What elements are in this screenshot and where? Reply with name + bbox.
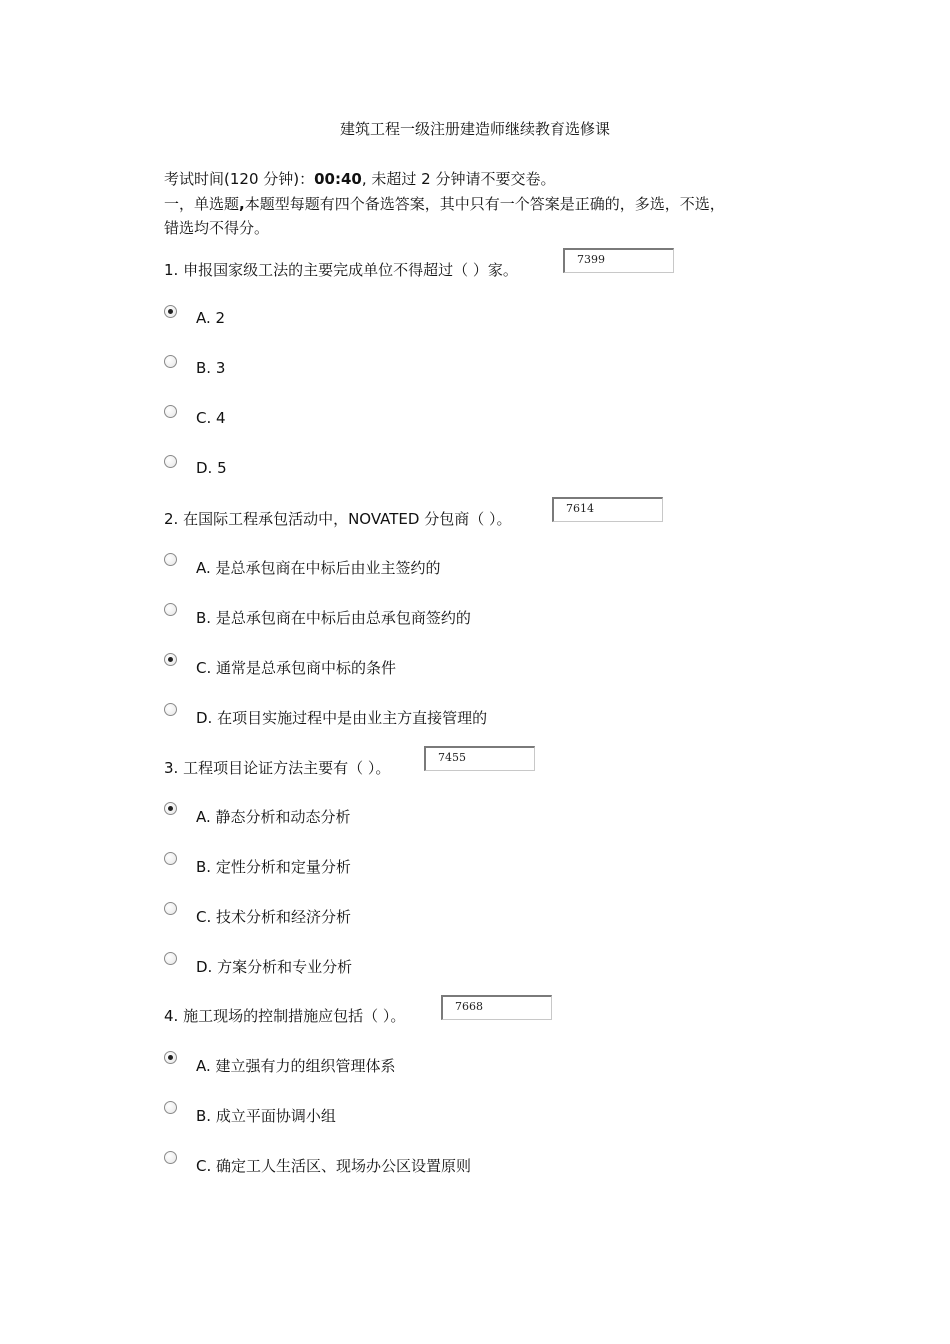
instructions-line-1	[164, 193, 725, 214]
option-label: B. 成立平面协调小组	[196, 1107, 336, 1125]
option-label: A. 建立强有力的组织管理体系	[196, 1057, 396, 1075]
page-title: 建筑工程一级注册建造师继续教育选修课	[339, 120, 610, 138]
radio-icon[interactable]	[164, 553, 177, 566]
question-3-text: 3. 工程项目论证方法主要有（ ）。	[164, 759, 391, 777]
instructions-section-label: 一，单选题	[164, 195, 240, 213]
option-label: B. 定性分析和定量分析	[196, 858, 351, 876]
option-label: C. 4	[196, 409, 226, 427]
radio-selected-icon[interactable]	[164, 653, 177, 666]
question-1-text: 1. 申报国家级工法的主要完成单位不得超过（ ）家。	[164, 261, 518, 279]
option-label: A. 静态分析和动态分析	[196, 808, 351, 826]
radio-icon[interactable]	[164, 603, 177, 616]
question-1-id-field: 7399	[563, 248, 674, 273]
radio-icon[interactable]	[164, 852, 177, 865]
radio-icon[interactable]	[164, 703, 177, 716]
instructions-line-2: 错选均不得分。	[164, 219, 270, 237]
exam-time-suffix: , 未超过 2 分钟请不要交卷。	[361, 170, 556, 188]
exam-elapsed-time: 00:40	[314, 170, 362, 188]
radio-selected-icon[interactable]	[164, 1051, 177, 1064]
instructions-text: 本题型每题有四个备选答案，其中只有一个答案是正确的，多选，不选，	[244, 195, 725, 213]
question-2-text: 2. 在国际工程承包活动中，NOVATED 分包商（ ）。	[164, 510, 512, 528]
option-label: B. 是总承包商在中标后由总承包商签约的	[196, 609, 471, 627]
option-label: C. 技术分析和经济分析	[196, 908, 352, 926]
radio-icon[interactable]	[164, 455, 177, 468]
radio-icon[interactable]	[164, 952, 177, 965]
instructions-comma: ,	[239, 195, 245, 213]
radio-icon[interactable]	[164, 355, 177, 368]
option-label: C. 通常是总承包商中标的条件	[196, 659, 397, 677]
question-4-id-field: 7668	[441, 995, 552, 1020]
radio-selected-icon[interactable]	[164, 802, 177, 815]
question-4-text: 4. 施工现场的控制措施应包括（ ）。	[164, 1007, 406, 1025]
radio-icon[interactable]	[164, 1151, 177, 1164]
option-label: D. 在项目实施过程中是由业主方直接管理的	[196, 709, 488, 727]
question-2-id-field: 7614	[552, 497, 663, 522]
radio-icon[interactable]	[164, 902, 177, 915]
option-label: D. 5	[196, 459, 227, 477]
exam-time-line	[164, 168, 555, 189]
radio-selected-icon[interactable]	[164, 305, 177, 318]
exam-time-prefix: 考试时间(120 分钟)：	[164, 170, 315, 188]
option-label: A. 2	[196, 309, 226, 327]
option-label: D. 方案分析和专业分析	[196, 958, 353, 976]
radio-icon[interactable]	[164, 1101, 177, 1114]
option-label: A. 是总承包商在中标后由业主签约的	[196, 559, 441, 577]
option-label: B. 3	[196, 359, 226, 377]
radio-icon[interactable]	[164, 405, 177, 418]
question-3-id-field: 7455	[424, 746, 535, 771]
option-label: C. 确定工人生活区、现场办公区设置原则	[196, 1157, 472, 1175]
